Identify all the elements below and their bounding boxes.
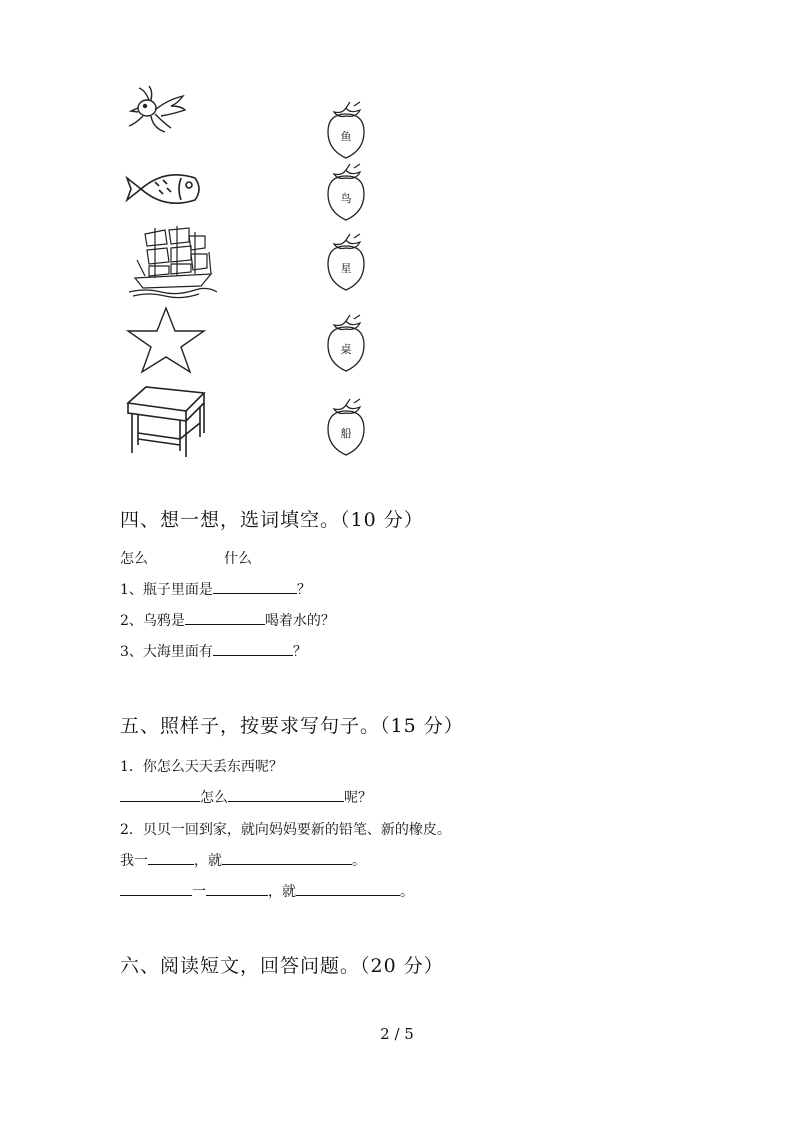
question-1-prefix: 1、瓶子里面是 — [120, 582, 213, 598]
strawberry-4 — [324, 313, 368, 373]
answer-blank[interactable] — [185, 610, 265, 625]
question-1-suffix: ？ — [296, 582, 311, 598]
exercise-2a-end: 。 — [352, 853, 366, 869]
sailboat-icon — [125, 222, 220, 300]
exercise-2b-yi: 一 — [192, 884, 206, 900]
exercise-2b — [120, 881, 414, 901]
answer-blank[interactable] — [213, 579, 297, 594]
answer-blank[interactable] — [120, 787, 200, 802]
strawberry-char: 鸟 — [340, 192, 352, 205]
strawberry-2 — [324, 162, 368, 222]
option-zenme: 怎么 — [120, 551, 148, 567]
option-shenme: 什么 — [224, 551, 252, 567]
strawberry-1 — [324, 100, 368, 160]
page-number: 2 / 5 — [380, 1025, 414, 1043]
exercise-1 — [120, 787, 372, 807]
answer-blank[interactable] — [206, 881, 268, 896]
exercise-1-mid: 怎么 — [200, 790, 228, 806]
exercise-2a-mid: ，就 — [194, 853, 222, 869]
section5-title: 五、照样子，按要求写句子。（15 分） — [120, 715, 464, 737]
answer-blank[interactable] — [213, 641, 293, 656]
star-icon — [124, 306, 208, 374]
strawberry-char: 星 — [340, 262, 352, 275]
answer-blank[interactable] — [228, 787, 344, 802]
strawberry-char: 船 — [340, 427, 352, 440]
section4-title: 四、想一想，选词填空。（10 分） — [120, 509, 424, 531]
exercise-2a-start: 我一 — [120, 853, 148, 869]
answer-blank[interactable] — [296, 881, 400, 896]
exercise-2b-end: 。 — [400, 884, 414, 900]
example-1: 1．你怎么天天丢东西呢？ — [120, 759, 283, 775]
fish-icon — [125, 168, 203, 210]
answer-blank[interactable] — [120, 881, 192, 896]
section6-title: 六、阅读短文，回答问题。（20 分） — [120, 955, 444, 977]
question-2-suffix: 喝着水的？ — [264, 613, 335, 629]
desk-icon — [124, 383, 208, 458]
exercise-2a — [120, 850, 366, 870]
question-2-prefix: 2、乌鸦是 — [120, 613, 185, 629]
question-2 — [120, 610, 335, 630]
exercise-1-end: 呢？ — [344, 790, 372, 806]
bird-icon — [125, 84, 190, 139]
example-2: 2．贝贝一回到家，就向妈妈要新的铅笔、新的橡皮。 — [120, 822, 451, 838]
question-3-suffix: ？ — [292, 644, 307, 660]
strawberry-char: 桌 — [340, 343, 352, 356]
strawberry-char: 鱼 — [340, 130, 352, 143]
answer-blank[interactable] — [222, 850, 352, 865]
question-3 — [120, 641, 307, 661]
exercise-2b-mid: ，就 — [268, 884, 296, 900]
question-1 — [120, 579, 311, 599]
answer-blank[interactable] — [148, 850, 194, 865]
strawberry-3 — [324, 232, 368, 292]
question-3-prefix: 3、大海里面有 — [120, 644, 213, 660]
strawberry-5 — [324, 397, 368, 457]
